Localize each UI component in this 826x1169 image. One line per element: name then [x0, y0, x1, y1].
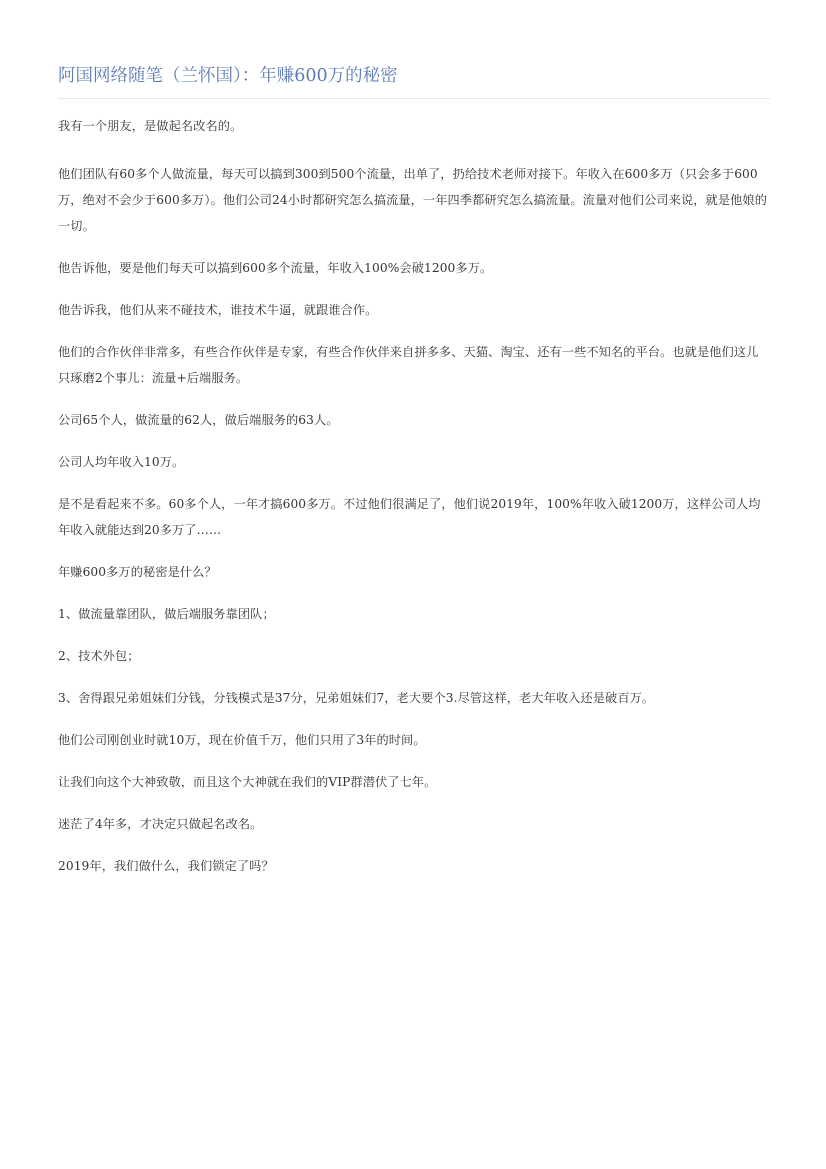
article-paragraph: 2019年，我们做什么，我们锁定了吗？ — [58, 859, 274, 873]
article-paragraph: 公司人均年收入10万。 — [58, 455, 185, 469]
article-paragraph: 他们的合作伙伴非常多，有些合作伙伴是专家，有些合作伙伴来自拼多多、天猫、淘宝、还有一些不知名的平台。也就是他们这儿只琢磨2个事儿：流量+后端服务。 — [58, 345, 759, 385]
article-paragraph: 他告诉我，他们从来不碰技术，谁技术牛逼，就跟谁合作。 — [58, 303, 378, 317]
list-item: 3、舍得跟兄弟姐妹们分钱，分钱模式是37分，兄弟姐妹们7，老大要个3.尽管这样，老大年收入还是破百万。 — [58, 691, 655, 705]
list-item: 1、做流量靠团队，做后端服务靠团队； — [58, 607, 275, 621]
article-paragraph: 年赚600多万的秘密是什么？ — [58, 565, 217, 579]
article-paragraph: 迷茫了4年多，才决定只做起名改名。 — [58, 817, 263, 831]
article-paragraph: 公司65个人，做流量的62人，做后端服务的63人。 — [58, 413, 339, 427]
article-paragraph: 他们公司刚创业时就10万，现在价值千万，他们只用了3年的时间。 — [58, 733, 426, 747]
list-item: 2、技术外包； — [58, 649, 140, 663]
article-paragraph: 他告诉他，要是他们每天可以搞到600多个流量，年收入100%会破1200多万。 — [58, 261, 493, 275]
article-paragraph: 我有一个朋友，是做起名改名的。 — [58, 119, 243, 133]
article-paragraph: 他们团队有60多个人做流量，每天可以搞到300到500个流量，出单了，扔给技术老师对接下。年收入在600多万（只会多于600万，绝对不会少于600多万）。他们公司24小时都研究怎么搞流量，一年四季都研究怎么搞流量。流量对他们公司来说，就是他娘的一切。 — [58, 167, 767, 233]
article-title: 阿国网络随笔（兰怀国）：年赚600万的秘密 — [58, 66, 398, 86]
title-divider — [58, 98, 770, 99]
article-paragraph: 让我们向这个大神致敬，而且这个大神就在我们的VIP群潜伏了七年。 — [58, 775, 437, 789]
article-body — [58, 113, 770, 879]
article-page — [58, 0, 770, 895]
article-paragraph: 是不是看起来不多。60多个人，一年才搞600多万。不过他们很满足了，他们说2019年，100%年收入破1200万，这样公司人均年收入就能达到20多万了…… — [58, 497, 761, 537]
